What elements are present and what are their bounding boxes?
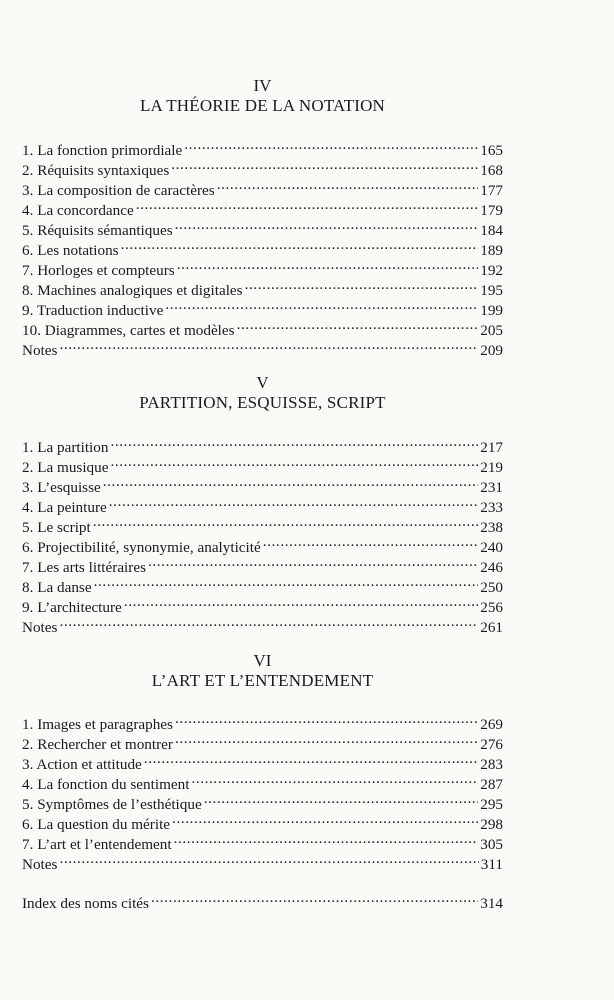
section-title: PARTITION, ESQUISSE, SCRIPT xyxy=(139,393,386,412)
entry-page: 298 xyxy=(480,816,503,833)
entry-page: 179 xyxy=(480,202,503,219)
entry-label: 8. Machines analogiques et digitales xyxy=(22,282,243,299)
section-v xyxy=(22,373,503,413)
entry-label: 7. Les arts littéraires xyxy=(22,559,146,576)
toc-entry[interactable] xyxy=(22,572,503,596)
leader-dots xyxy=(93,512,478,532)
leader-dots xyxy=(124,592,478,612)
section-v-entries xyxy=(22,432,503,636)
entry-label: 8. La danse xyxy=(22,579,92,596)
entry-page: 283 xyxy=(480,756,503,773)
leader-dots xyxy=(144,749,478,769)
leader-dots xyxy=(175,709,478,729)
entry-page: 287 xyxy=(480,776,503,793)
entry-label: 2. Réquisits syntaxiques xyxy=(22,162,170,179)
entry-label: 6. Projectibilité, synonymie, analyticité xyxy=(22,539,261,556)
entry-label: 5. Réquisits sémantiques xyxy=(22,222,173,239)
section-title: LA THÉORIE DE LA NOTATION xyxy=(139,96,386,115)
entry-page: 219 xyxy=(480,459,503,476)
toc-entry-index[interactable] xyxy=(22,888,503,912)
leader-dots xyxy=(175,215,479,235)
entry-page: 250 xyxy=(480,579,503,596)
section-vi xyxy=(22,651,503,691)
toc-entry[interactable] xyxy=(22,849,503,873)
leader-dots xyxy=(136,195,478,215)
leader-dots xyxy=(59,849,478,869)
leader-dots xyxy=(184,135,478,155)
entry-page: 269 xyxy=(480,716,503,733)
leader-dots xyxy=(172,809,478,829)
entry-label: 4. La concordance xyxy=(22,202,134,219)
entry-page: 209 xyxy=(480,342,503,359)
entry-page: 311 xyxy=(480,856,503,873)
entry-page: 246 xyxy=(480,559,503,576)
toc-entry[interactable] xyxy=(22,612,503,636)
entry-page: 168 xyxy=(480,162,503,179)
entry-page: 295 xyxy=(480,796,503,813)
section-iv xyxy=(22,76,503,116)
leader-dots xyxy=(171,155,478,175)
entry-page: 192 xyxy=(480,262,503,279)
section-numeral: IV xyxy=(253,76,272,95)
toc-entry[interactable] xyxy=(22,592,503,616)
entry-label: 3. L’esquisse xyxy=(22,479,101,496)
entry-label: 3. La composition de caractères xyxy=(22,182,215,199)
section-numeral: V xyxy=(256,373,269,392)
toc-entry[interactable] xyxy=(22,709,503,733)
entry-page: 256 xyxy=(480,599,503,616)
leader-dots xyxy=(177,255,479,275)
toc-entry[interactable] xyxy=(22,432,503,456)
index-entry-block xyxy=(22,888,503,912)
leader-dots xyxy=(174,829,479,849)
toc-entry[interactable] xyxy=(22,532,503,556)
leader-dots xyxy=(175,729,478,749)
entry-label: 9. Traduction inductive xyxy=(22,302,164,319)
entry-label: Notes xyxy=(22,619,58,636)
leader-dots xyxy=(263,532,478,552)
entry-label: 2. Rechercher et montrer xyxy=(22,736,173,753)
entry-label: 1. La fonction primordiale xyxy=(22,142,183,159)
toc-entry[interactable] xyxy=(22,512,503,536)
leader-dots xyxy=(121,235,479,255)
leader-dots xyxy=(109,492,478,512)
section-vi-entries xyxy=(22,709,503,873)
entry-page: 177 xyxy=(480,182,503,199)
entry-label: Notes xyxy=(22,856,58,873)
entry-label: 5. Symptômes de l’esthétique xyxy=(22,796,202,813)
entry-page: 184 xyxy=(480,222,503,239)
entry-page: 261 xyxy=(480,619,503,636)
leader-dots xyxy=(59,335,478,355)
entry-label: 3. Action et attitude xyxy=(22,756,142,773)
leader-dots xyxy=(217,175,479,195)
entry-label: 7. Horloges et compteurs xyxy=(22,262,175,279)
section-iv-entries xyxy=(22,135,503,359)
section-title: L’ART ET L’ENTENDEMENT xyxy=(151,671,374,690)
entry-page: 238 xyxy=(480,519,503,536)
leader-dots xyxy=(110,432,478,452)
leader-dots xyxy=(245,275,479,295)
entry-label: 4. La peinture xyxy=(22,499,107,516)
entry-label: 1. Images et paragraphes xyxy=(22,716,173,733)
toc-entry[interactable] xyxy=(22,335,503,359)
entry-page: 314 xyxy=(480,895,503,912)
entry-page: 205 xyxy=(480,322,503,339)
section-numeral: VI xyxy=(253,651,272,670)
entry-label: 2. La musique xyxy=(22,459,109,476)
entry-label: 7. L’art et l’entendement xyxy=(22,836,172,853)
entry-label: 10. Diagrammes, cartes et modèles xyxy=(22,322,235,339)
leader-dots xyxy=(59,612,478,632)
leader-dots xyxy=(103,472,478,492)
entry-label: Notes xyxy=(22,342,58,359)
entry-page: 233 xyxy=(480,499,503,516)
leader-dots xyxy=(165,295,478,315)
entry-label: 4. La fonction du sentiment xyxy=(22,776,190,793)
leader-dots xyxy=(151,888,478,908)
entry-page: 195 xyxy=(480,282,503,299)
leader-dots xyxy=(237,315,479,335)
entry-label: 1. La partition xyxy=(22,439,109,456)
entry-page: 199 xyxy=(480,302,503,319)
entry-label: 9. L’architecture xyxy=(22,599,122,616)
leader-dots xyxy=(110,452,478,472)
entry-label: 6. La question du mérite xyxy=(22,816,171,833)
entry-label: Index des noms cités xyxy=(22,895,149,912)
entry-page: 217 xyxy=(480,439,503,456)
leader-dots xyxy=(204,789,479,809)
entry-label: 6. Les notations xyxy=(22,242,119,259)
entry-page: 189 xyxy=(480,242,503,259)
entry-page: 240 xyxy=(480,539,503,556)
leader-dots xyxy=(191,769,478,789)
entry-page: 305 xyxy=(480,836,503,853)
entry-page: 165 xyxy=(480,142,503,159)
leader-dots xyxy=(148,552,478,572)
toc-entry[interactable] xyxy=(22,135,503,159)
entry-page: 276 xyxy=(480,736,503,753)
entry-label: 5. Le script xyxy=(22,519,91,536)
entry-page: 231 xyxy=(480,479,503,496)
leader-dots xyxy=(94,572,479,592)
